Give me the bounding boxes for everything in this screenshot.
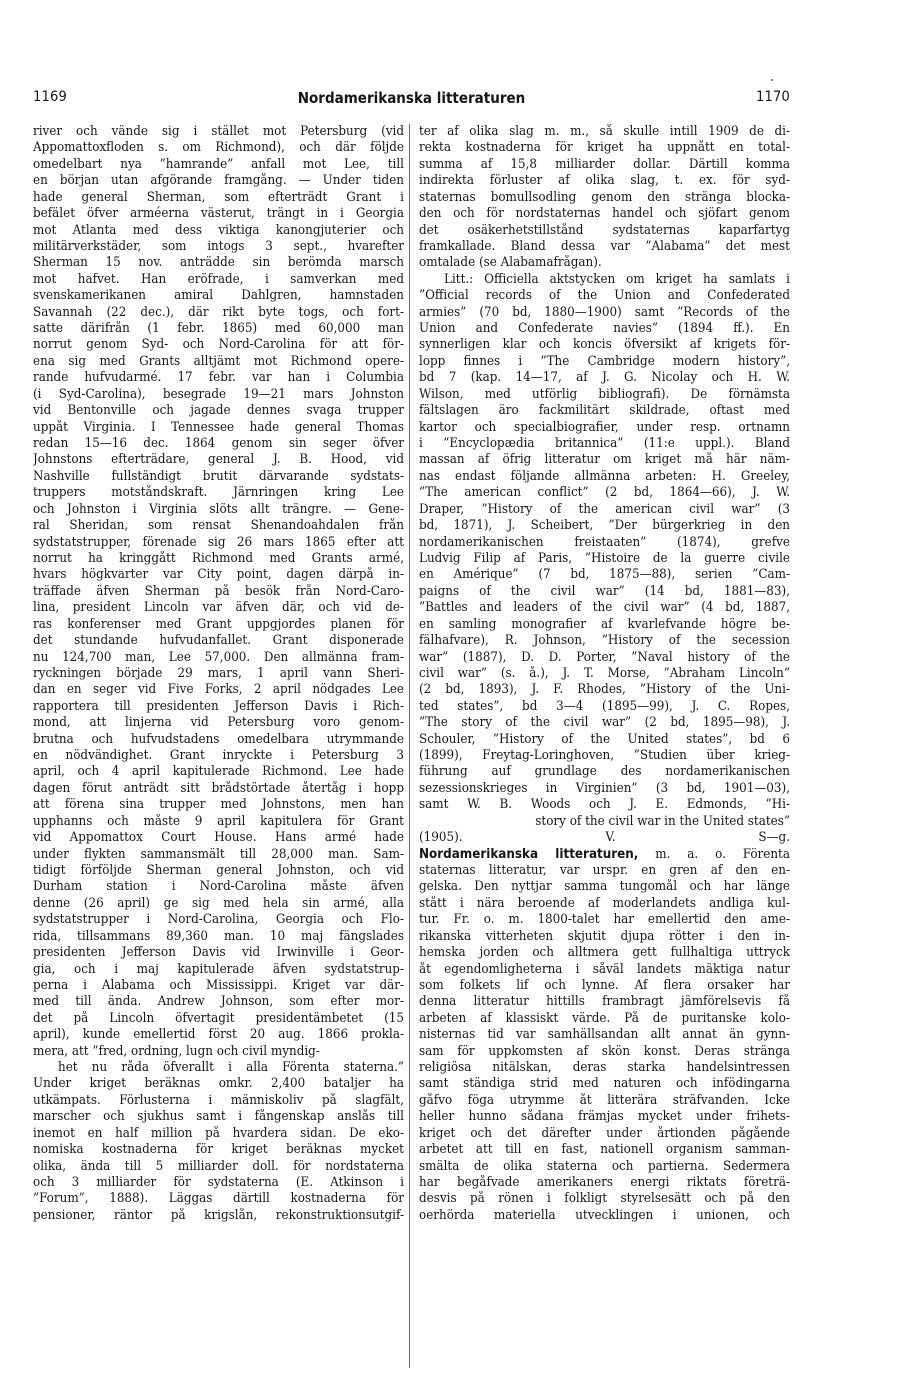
text-line: oerhörda materiella utvecklingen i unionen, och bbox=[419, 1207, 790, 1223]
text-line: heller hunno sådana främjas mycket under frihets- bbox=[419, 1109, 790, 1125]
text-line: åt egendomligheterna i såväl landets mäktiga natur bbox=[419, 961, 790, 977]
text-line: olika, ända till 5 milliarder doll. för nordstaterna bbox=[33, 1158, 404, 1174]
text-line: redan 15—16 dec. 1864 genom sin seger öfver bbox=[33, 436, 404, 452]
text-line: sam för uppkomsten af skön konst. Deras stränga bbox=[419, 1043, 790, 1059]
text-line: nu 124,700 man, Lee 57,000. Den allmänna fram- bbox=[33, 649, 404, 665]
text-line: presidenten Jefferson Davis vid Irwinville i Geor- bbox=[33, 945, 404, 961]
text-line: vid Appomattox Court House. Hans armé hade bbox=[33, 830, 404, 846]
text-line: denna litteratur hittills frambragt jämförelsevis få bbox=[419, 994, 790, 1010]
text-line: massan af öfrig litteratur om kriget må här näm- bbox=[419, 452, 790, 468]
text-line: smälta de olika staterna och partierna. Sedermera bbox=[419, 1158, 790, 1174]
text-line: perna i Alabama och Mississippi. Kriget var där- bbox=[33, 977, 404, 993]
text-line: ”Official records of the Union and Confederated bbox=[419, 288, 790, 304]
text-line: i ”Encyclopædia britannica” (11:e uppl.). Bland bbox=[419, 436, 790, 452]
text-line: het nu råda öfverallt i alla Förenta staterna.” bbox=[58, 1060, 404, 1076]
text-line: pensioner, räntor på krigslån, rekonstruktionsutgif- bbox=[33, 1207, 404, 1223]
page-number-right: 1170 bbox=[756, 89, 790, 105]
text-line: Ludvig Filip af Paris, ”Histoire de la guerre civile bbox=[419, 550, 790, 566]
text-line: mot hafvet. Han eröfrade, i samverkan med bbox=[33, 271, 404, 287]
text-line: Savannah (22 dec.), där rikt byte togs, och fort- bbox=[33, 304, 404, 320]
text-line: en början utan afgörande framgång. — Under tiden bbox=[33, 173, 404, 189]
text-line: militärverkstäder, som intogs 3 sept., hvarefter bbox=[33, 238, 404, 254]
column-divider bbox=[409, 124, 410, 1368]
text-line: kartor och specialbiografier, under resp. ortnamn bbox=[419, 419, 790, 435]
text-line: dan en seger vid Five Forks, 2 april nödgades Lee bbox=[33, 682, 404, 698]
text-line: (1905). V. S—g. bbox=[419, 830, 790, 846]
text-line: Sherman 15 nov. anträdde sin berömda marsch bbox=[33, 255, 404, 271]
text-line: Union and Confederate navies” (1894 ff.). En bbox=[419, 321, 790, 337]
text-line: brutna och hufvudstadens omedelbara utrymmande bbox=[33, 731, 404, 747]
text-line: truppers motståndskraft. Järnringen kring Lee bbox=[33, 485, 404, 501]
text-line: utkämpats. Förlusterna i människoliv på slagfält, bbox=[33, 1092, 404, 1108]
text-line: april), kunde emellertid först 20 aug. 1866 prokla- bbox=[33, 1027, 404, 1043]
text-line: hade general Sherman, som efterträdt Grant i bbox=[33, 189, 404, 205]
text-line: rapportera till presidenten Jefferson Davis i Rich- bbox=[33, 698, 404, 714]
text-line: sydstatstrupper, förenade sig 26 mars 1865 efter att bbox=[33, 534, 404, 550]
text-line: tidigt förföljde Sherman general Johnston, och vid bbox=[33, 862, 404, 878]
text-line: som folkets lif och lynne. Af flera orsaker har bbox=[419, 977, 790, 993]
text-line: har begåfvade amerikaners energi riktats företrä- bbox=[419, 1175, 790, 1190]
text-line: denne (26 april) ge sig med hela sin armé, alla bbox=[33, 895, 404, 911]
text-line: arbeten af klassiskt värde. På de puritanske kolo- bbox=[419, 1010, 790, 1026]
left-column bbox=[33, 124, 404, 1224]
text-line: staternas bomullsodling genom den stränga blocka- bbox=[419, 189, 790, 205]
text-line: marscher och sjukhus samt i fångenskap anslås till bbox=[33, 1109, 404, 1125]
text-line: summa af 15,8 milliarder dollar. Därtill komma bbox=[419, 156, 790, 172]
text-line: führung auf grundlage des nordamerikanischen bbox=[419, 764, 790, 780]
text-line: rikanska vitterheten skjutit djupa rötter i den in- bbox=[419, 928, 790, 944]
text-line: med till ända. Andrew Johnson, som efter mor- bbox=[33, 994, 404, 1010]
text-line: desvis på rönen i folkligt styrelsesätt och på den bbox=[419, 1191, 790, 1207]
text-line: ”The american conflict” (2 bd, 1864—66), J. W. bbox=[419, 485, 790, 501]
text-line: bd, 1871), J. Scheibert, ”Der bürgerkrieg in den bbox=[419, 518, 790, 534]
text-line: en nödvändighet. Grant inryckte i Petersburg 3 bbox=[33, 748, 404, 764]
text-line: en samling monografier af kvarlefvande högre be- bbox=[419, 616, 790, 632]
text-line: ”Forum”, 1888). Läggas därtill kostnaderna för bbox=[33, 1191, 404, 1207]
text-line: religiösa nitälskan, deras starka handelsintressen bbox=[419, 1060, 790, 1076]
text-line: ral Sheridan, som rensat Shenandoahdalen från bbox=[33, 518, 404, 534]
text-line: Johnstons efterträdare, general J. B. Hood, vid bbox=[33, 452, 404, 468]
text-line: stått i nära beroende af moderlandets andliga kul- bbox=[419, 895, 790, 911]
text-line: lina, president Lincoln var äfven där, och vid de- bbox=[33, 600, 404, 616]
text-line: mera, att ”fred, ordning, lugn och civil myndig- bbox=[33, 1043, 320, 1059]
page-number-left: 1169 bbox=[33, 89, 67, 105]
text-line: armies” (70 bd, 1880—1900) samt ”Records of the bbox=[419, 304, 790, 320]
text-line: (i Syd-Carolina), besegrade 19—21 mars Johnston bbox=[33, 386, 404, 402]
running-title: Nordamerikanska litteraturen bbox=[297, 89, 526, 107]
text-line: uppåt Virginia. I Tennessee hade general Thomas bbox=[33, 419, 404, 435]
text-line: sezessionskrieges in Virginien” (3 bd, 1901—03), bbox=[419, 780, 790, 796]
text-line: civil war” (s. å.), J. T. Morse, ”Abraham Lincoln” bbox=[419, 665, 790, 681]
text-line: mond, att linjerna vid Petersburg voro genom- bbox=[33, 715, 404, 731]
text-line: Durham station i Nord-Carolina måste äfven bbox=[33, 879, 404, 895]
text-line: sydstatstrupper i Nord-Carolina, Georgia och Flo- bbox=[33, 912, 404, 928]
text-line: satte därifrån (1 febr. 1865) med 60,000 man bbox=[33, 321, 404, 337]
speck bbox=[771, 79, 773, 81]
text-line: lopp finnes i ”The Cambridge modern history”, bbox=[419, 353, 790, 369]
text-line: ena sig med Grants alltjämt mot Richmond opere- bbox=[33, 353, 404, 369]
text-line: Appomattoxfloden s. om Richmond), och där följde bbox=[33, 140, 404, 156]
page-header bbox=[33, 89, 790, 111]
text-line: tur. Fr. o. m. 1800-talet har emellertid den ame- bbox=[419, 912, 790, 928]
text-line: att förena sina trupper med Johnstons, men han bbox=[33, 797, 404, 813]
text-line: befälet öfver arméerna västerut, trängt in i Georgia bbox=[33, 206, 404, 222]
text-line: synnerligen klar och koncis öfversikt af krigets för- bbox=[419, 337, 790, 353]
text-line: Nashville fullständigt brutit därvarande sydstats- bbox=[33, 468, 404, 484]
entry-headword: Nordamerikanska litteraturen, bbox=[419, 846, 639, 862]
text-line: paigns of the civil war” (14 bd, 1881—83), bbox=[419, 583, 790, 599]
text-line: inemot en half million på hvardera sidan. De eko- bbox=[33, 1125, 404, 1141]
right-column bbox=[419, 124, 790, 1224]
text-line: arbetet att till en fast, nationell organism samman- bbox=[419, 1142, 790, 1158]
text-line: omtalade (se Alabamafrågan). bbox=[419, 255, 602, 271]
text-line: staternas litteratur, var urspr. en gren af den en- bbox=[419, 862, 790, 878]
text-line: träffade äfven Sherman på besök från Nord-Caro- bbox=[33, 583, 404, 599]
text-line: upphanns och måste 9 april kapitulera för Grant bbox=[33, 813, 404, 829]
text-line: det osäkerhetstillstånd sydstaternas kaparfartyg bbox=[419, 222, 790, 238]
text-line: under flykten sammansmält till 28,000 man. Sam- bbox=[33, 846, 404, 862]
text-line: nordamerikanischen freistaaten” (1874), grefve bbox=[419, 534, 790, 550]
text-line: indirekta förluster af olika slag, t. ex. för syd- bbox=[419, 173, 790, 189]
text-line: hemska jorden och alltmera gett fullhaltiga uttryck bbox=[419, 945, 790, 961]
text-line: vid Bentonville och jagade dennes svaga trupper bbox=[33, 403, 404, 419]
text-line: och Johnston i Virginia slöts allt trängre. — Gene- bbox=[33, 501, 404, 517]
text-line: en Amérique” (7 bd, 1875—88), serien ”Cam- bbox=[419, 567, 790, 583]
text-line: ”The story of the civil war” (2 bd, 1895—98), J. bbox=[419, 715, 790, 731]
text-line: ter af olika slag m. m., så skulle intill 1909 de di- bbox=[419, 124, 790, 139]
text-line: fälhafvare), R. Johnson, ”History of the secession bbox=[419, 633, 790, 649]
text-line: svenskamerikanen amiral Dahlgren, hamnstaden bbox=[33, 288, 404, 304]
text-line: fältslagen äro fackmilitärt skildrade, oftast med bbox=[419, 403, 790, 419]
text-line: bd 7 (kap. 14—17, af J. G. Nicolay och H. W. bbox=[419, 370, 790, 386]
text-line: Draper, ”History of the american civil war” (3 bbox=[419, 501, 790, 517]
text-line: och 3 milliarder för sydstaterna (E. Atkinson i bbox=[33, 1175, 404, 1190]
text-line: mot Atlanta med dess viktiga kanongjuterier och bbox=[33, 222, 404, 238]
text-line: gelska. Den nyttjar samma tungomål och har länge bbox=[419, 879, 790, 895]
text-line: nas endast följande allmänna arbeten: H. Greeley, bbox=[419, 468, 790, 484]
text-line: nomiska kostnaderna för kriget beräknas mycket bbox=[33, 1142, 404, 1158]
text-line: ted states”, bd 3—4 (1895—99), J. C. Ropes, bbox=[419, 698, 790, 714]
text-line: kriget och det därefter under årtionden pågående bbox=[419, 1125, 790, 1141]
text-line: hvars högkvarter var City point, dagen därpå in- bbox=[33, 567, 404, 583]
text-line: den och för nordstaternas handel och sjöfart genom bbox=[419, 206, 790, 222]
text-line: norrut genom Syd- och Nord-Carolina för att för- bbox=[33, 337, 404, 353]
text-line: april, och 4 april kapitulerade Richmond. Lee hade bbox=[33, 764, 404, 780]
text-line: rande hufvudarmé. 17 febr. var han i Columbia bbox=[33, 370, 404, 386]
text-line: nisternas tid var samhällsandan allt annat än gynn- bbox=[419, 1027, 790, 1043]
text-line: norrut ha kringgått Richmond med Grants armé, bbox=[33, 550, 404, 566]
text-line: (1899), Freytag-Loringhoven, ”Studien über krieg- bbox=[419, 748, 790, 764]
text-line: war” (1887), D. D. Porter, ”Naval history of the bbox=[419, 649, 790, 665]
text-line: dagen förut anträdt sitt brådstörtade återtåg i hopp bbox=[33, 780, 404, 796]
text-line: samt W. B. Woods och J. E. Edmonds, ”Hi- bbox=[419, 797, 790, 813]
text-line: gia, och i maj kapitulerade äfven sydstatstrup- bbox=[33, 961, 404, 977]
text-line: story of the civil war in the United states” bbox=[535, 813, 790, 829]
text-line: Litt.: Officiella aktstycken om kriget ha samlats i bbox=[444, 271, 790, 287]
text-line: omedelbart nya ”hamrande” anfall mot Lee, till bbox=[33, 156, 404, 172]
text-line: (2 bd, 1893), J. F. Rhodes, ”History of the Uni- bbox=[419, 682, 790, 698]
text-line: framkallade. Bland dessa var ”Alabama” det mest bbox=[419, 238, 790, 254]
text-line: Schouler, ”History of the United states”, bd 6 bbox=[419, 731, 790, 747]
text-line: ryckningen började 29 mars, 1 april vann Sheri- bbox=[33, 665, 404, 681]
text-line: gåfvo föga utrymme åt litterära sträfvanden. Icke bbox=[419, 1092, 790, 1108]
text-line: det på Lincoln öfvertagit presidentämbetet (15 bbox=[33, 1010, 404, 1026]
text-line: samt ständiga strid med naturen och infödingarna bbox=[419, 1076, 790, 1092]
text-line: rida, tillsammans 89,360 man. 10 maj fängslades bbox=[33, 928, 404, 944]
text-line: ”Battles and leaders of the civil war” (4 bd, 1887, bbox=[419, 600, 790, 616]
text-line: det stundande hufvudanfallet. Grant disponerade bbox=[33, 633, 404, 649]
text-line: Wilson, med utförlig bibliografi). De förnämsta bbox=[419, 386, 790, 402]
text-line: rekta kostnaderna för kriget ha uppnått en total- bbox=[419, 140, 790, 156]
text-line: Nordamerikanska litteraturen, m. a. o. Förenta bbox=[419, 846, 790, 862]
text-line: ras konferenser med Grant uppgjordes planen för bbox=[33, 616, 404, 632]
text-line: Under kriget beräknas omkr. 2,400 batаljer ha bbox=[33, 1076, 404, 1092]
text-line: river och vände sig i stället mot Petersburg (vid bbox=[33, 124, 404, 139]
